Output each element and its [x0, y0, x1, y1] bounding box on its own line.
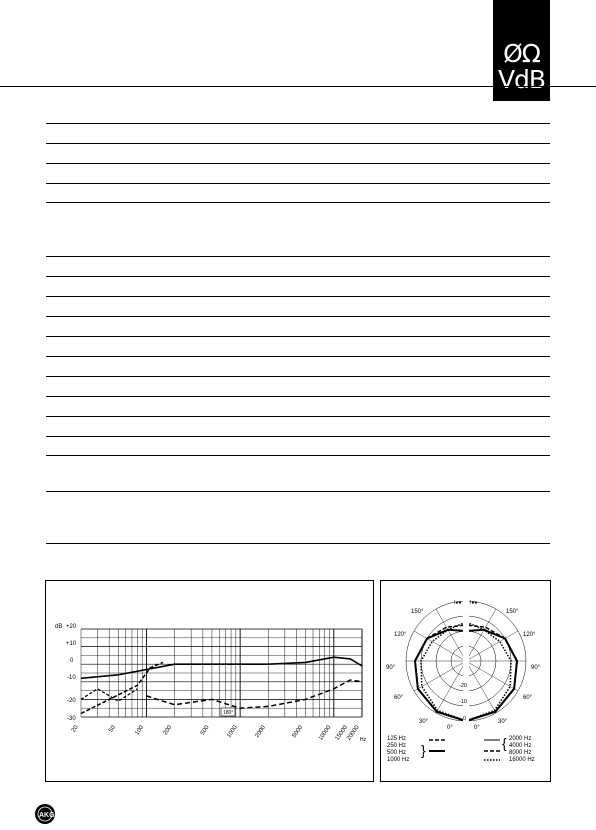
polar-angle-60-right: 60°: [523, 695, 533, 701]
x-tick-labels: [71, 724, 361, 742]
polar-series-line: [466, 630, 517, 721]
polar-angle-0-left: 0°: [447, 725, 453, 731]
polar-angle-150-left: 150°: [411, 609, 424, 615]
polar-spoke: [466, 661, 496, 713]
polar-pattern-box: [380, 580, 551, 782]
table-rule: [46, 123, 550, 124]
frequency-series-line: [81, 662, 163, 713]
polar-angle-90-left: 90°: [386, 665, 396, 671]
x-tick-label: 50: [108, 724, 117, 734]
y-tick-label: -30: [67, 716, 76, 722]
legend-2000hz: 2000 Hz: [509, 736, 532, 742]
legend-brace-right: {: [502, 735, 507, 751]
table-rule: [46, 296, 550, 297]
y-tick-label: -10: [67, 675, 76, 681]
table-rule: [46, 455, 550, 456]
x-tick-label: 1000: [226, 724, 239, 740]
y-tick-label: 0: [70, 658, 74, 664]
polar-angle-120-left: 120°: [394, 632, 407, 638]
table-rule: [46, 376, 550, 377]
frequency-grid: [81, 629, 362, 717]
table-rule: [46, 396, 550, 397]
angle-marker-label: 180°: [223, 710, 234, 716]
legend-1000hz: 1000 Hz: [387, 757, 410, 763]
table-rule: [46, 183, 550, 184]
x-tick-label: 15000: [334, 724, 349, 742]
x-tick-label: 100: [134, 724, 146, 737]
table-rule: [46, 316, 550, 317]
polar-series-line: [415, 630, 466, 721]
table-rule: [46, 143, 550, 144]
table-rule: [46, 202, 550, 203]
legend-4000hz: 4000 Hz: [509, 743, 532, 749]
polar-pattern-chart: [381, 581, 550, 781]
table-rule: [46, 543, 550, 544]
polar-angle-30-right: 30°: [498, 719, 508, 725]
frequency-response-chart: [46, 581, 373, 781]
frequency-series-line: [81, 657, 362, 678]
legend-16000hz: 16000 Hz: [509, 757, 535, 763]
x-unit-label: Hz: [360, 737, 367, 743]
table-rule: [46, 276, 550, 277]
legend-8000hz: 8000 Hz: [509, 750, 532, 756]
table-rule: [46, 416, 550, 417]
polar-angle-120-right: 120°: [523, 632, 536, 638]
db-unit-label: dB: [55, 624, 63, 630]
x-tick-label: 10000: [317, 724, 333, 742]
logo-letters: VdB: [497, 65, 546, 94]
polar-db-label: -20: [459, 683, 467, 689]
polar-angle-60-left: 60°: [394, 695, 404, 701]
table-rule: [46, 256, 550, 257]
x-tick-label: 500: [199, 724, 211, 737]
frequency-response-box: [45, 580, 374, 782]
table-rule: [46, 163, 550, 164]
table-rule: [46, 336, 550, 337]
polar-angle-90-right: 90°: [531, 665, 541, 671]
polar-spoke: [466, 631, 518, 661]
x-tick-label: 20000: [346, 724, 361, 742]
polar-spoke: [414, 631, 466, 661]
y-tick-label: -20: [67, 698, 76, 704]
table-rule: [46, 356, 550, 357]
polar-top-label-left: I●●: [454, 600, 462, 606]
polar-top-label-right: I●●: [470, 600, 478, 606]
frequency-series: [81, 657, 362, 713]
legend-125hz: 125 Hz: [387, 736, 407, 742]
header-rule: [0, 86, 596, 87]
x-tick-label: 20: [70, 724, 80, 734]
polar-db-label: -10: [459, 699, 467, 705]
legend-250hz: 250 Hz: [387, 743, 407, 749]
table-rule: [46, 436, 550, 437]
polar-db-label: 0: [463, 716, 467, 722]
legend-500hz: 500 Hz: [387, 750, 407, 756]
svg-text:AKG: AKG: [39, 812, 55, 819]
polar-angle-150-right: 150°: [506, 609, 519, 615]
akg-seal-icon: [34, 803, 56, 825]
x-tick-label: 5000: [291, 724, 305, 740]
legend-brace-left: }: [421, 742, 426, 758]
polar-angle-0-right: 0°: [474, 725, 480, 731]
table-rule: [46, 491, 550, 492]
y-tick-label: +10: [66, 641, 77, 647]
x-tick-label: 2000: [254, 724, 267, 740]
logo-symbols: ØΩ: [503, 39, 540, 68]
x-tick-label: 200: [162, 724, 174, 737]
polar-angle-30-left: 30°: [419, 719, 429, 725]
y-tick-label: +20: [66, 624, 77, 630]
